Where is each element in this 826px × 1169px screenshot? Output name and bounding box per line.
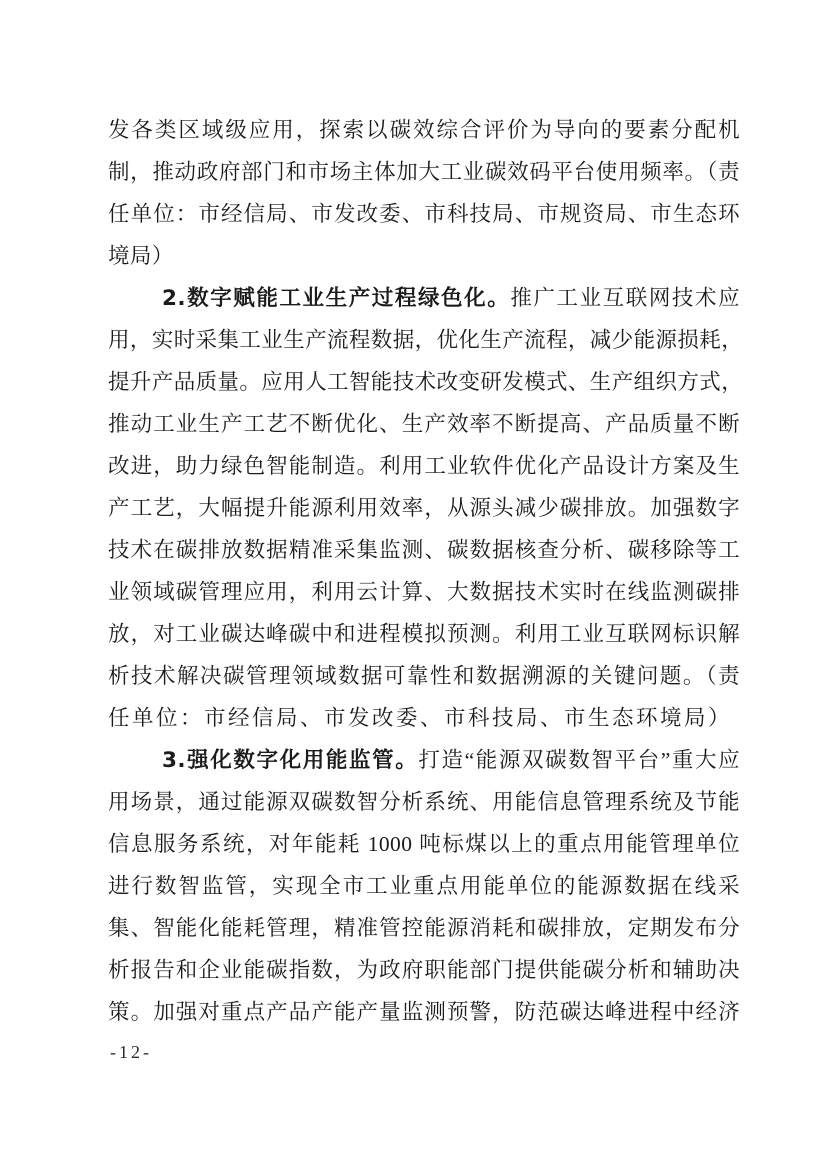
text-line: 业领域碳管理应用，利用云计算、大数据技术实时在线监测碳排 (108, 580, 740, 604)
section-heading-line (108, 277, 740, 319)
text-line: 用，实时采集工业生产流程数据，优化生产流程，减少能源损耗， (108, 328, 744, 352)
text-line: 改进，助力绿色智能制造。利用工业软件优化产品设计方案及生 (108, 454, 740, 478)
text-line: 任单位：市经信局、市发改委、市科技局、市生态环境局） (108, 706, 733, 730)
text-line: 产工艺，大幅提升能源利用效率，从源头减少碳排放。加强数字 (108, 496, 740, 520)
text-line: 进行数智监管，实现全市工业重点用能单位的能源数据在线采 (108, 874, 740, 898)
text-line: 任单位：市经信局、市发改委、市科技局、市规资局、市生态环 (108, 202, 740, 226)
text-line: 信息服务系统，对年能耗 1000 吨标煤以上的重点用能管理单位 (108, 832, 740, 856)
section-3-heading: 3.强化数字化用能监管。 (162, 748, 419, 773)
text-line: 境局） (108, 244, 174, 268)
section-heading-line (108, 739, 740, 781)
text-run: 推广工业互联网技术应 (510, 286, 740, 310)
text-line: 集、智能化能耗管理，精准管控能源消耗和碳排放，定期发布分 (108, 916, 740, 940)
text-line: 策。加强对重点产品产能产量监测预警，防范碳达峰进程中经济 (108, 1000, 740, 1024)
text-run: 打造“能源双碳数智平台”重大应 (418, 748, 740, 772)
text-line: 制，推动政府部门和市场主体加大工业碳效码平台使用频率。（责 (108, 160, 740, 184)
text-line: 技术在碳排放数据精准采集监测、碳数据核查分析、碳移除等工 (108, 538, 740, 562)
text-line: 提升产品质量。应用人工智能技术改变研发模式、生产组织方式， (108, 370, 744, 394)
text-line: 析报告和企业能碳指数，为政府职能部门提供能碳分析和辅助决 (108, 958, 740, 982)
page-number: -12- (110, 1042, 152, 1062)
text-line: 推动工业生产工艺不断优化、生产效率不断提高、产品质量不断 (108, 412, 740, 436)
text-line: 用场景，通过能源双碳数智分析系统、用能信息管理系统及节能 (108, 790, 740, 814)
section-2-heading: 2.数字赋能工业生产过程绿色化。 (162, 286, 511, 311)
text-line: 放，对工业碳达峰碳中和进程模拟预测。利用工业互联网标识解 (108, 622, 740, 646)
document-body (108, 109, 744, 1033)
text-line: 发各类区域级应用，探索以碳效综合评价为导向的要素分配机 (108, 118, 740, 142)
text-line: 析技术解决碳管理领域数据可靠性和数据溯源的关键问题。（责 (108, 664, 740, 688)
